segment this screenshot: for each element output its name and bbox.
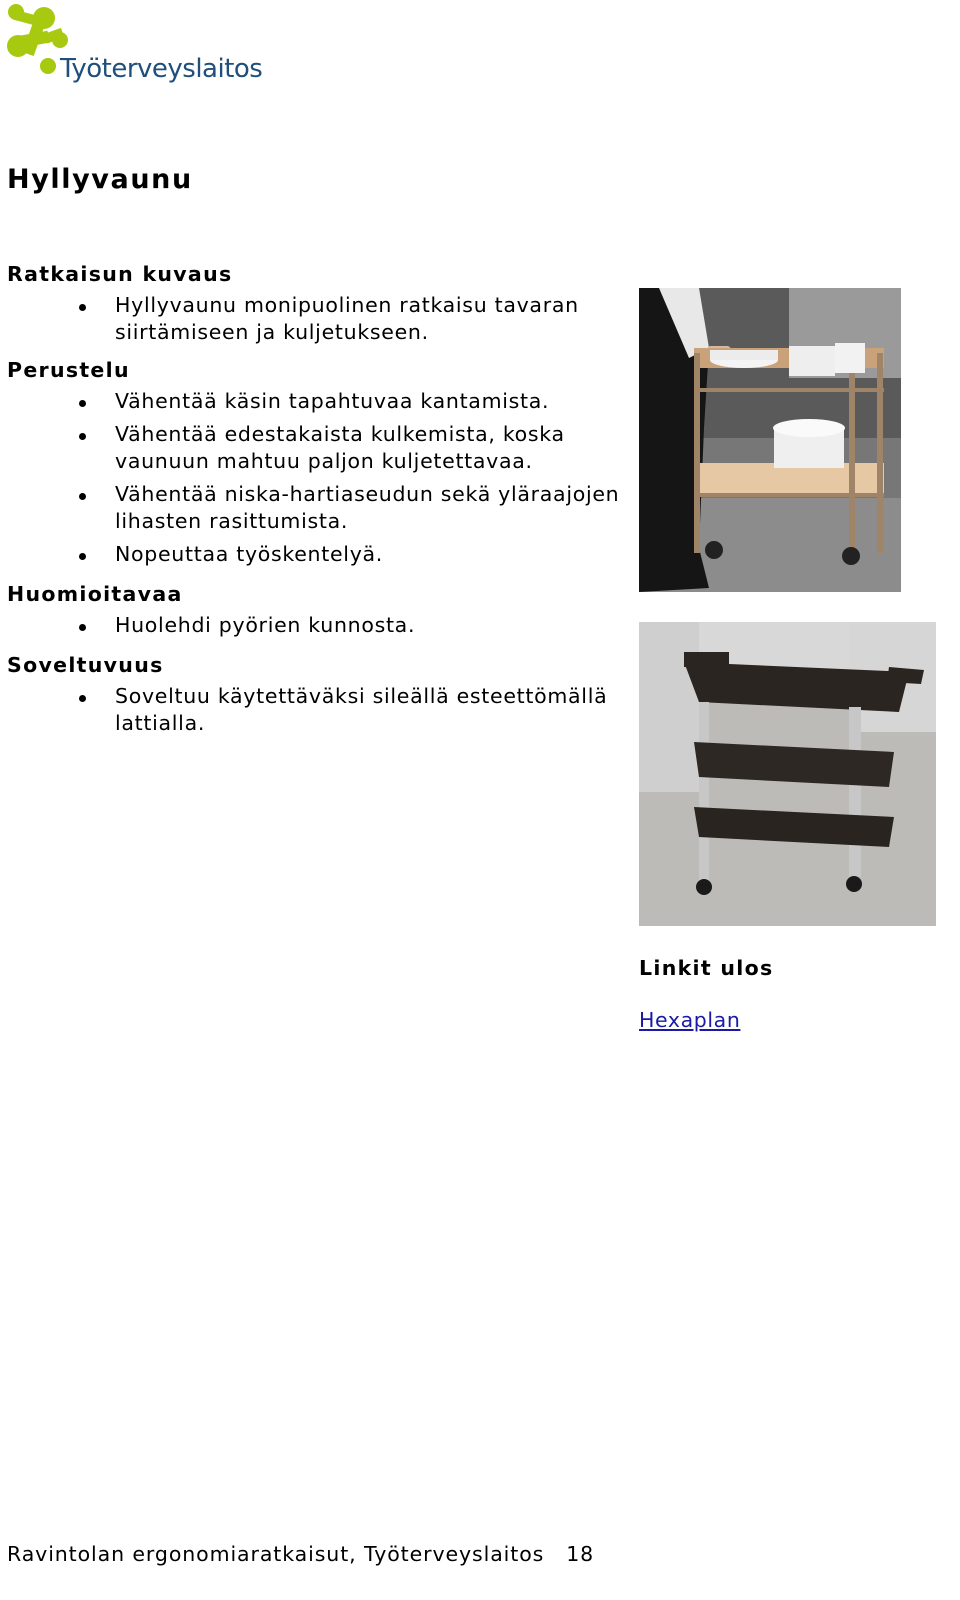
trolley-illustration-wooden: [639, 288, 901, 592]
trolley-photo-wooden: [639, 288, 901, 592]
bullet-icon: [79, 304, 86, 311]
logo: [4, 2, 274, 94]
section-huomioitavaa: [7, 582, 627, 639]
list-item: Hyllyvaunu monipuolinen ratkaisu tavaran siirtämiseen ja kuljetukseen.: [7, 292, 627, 346]
section-heading: Perustelu: [7, 358, 130, 382]
section-heading: Ratkaisun kuvaus: [7, 262, 233, 286]
bullet-list: [7, 292, 627, 346]
section-heading: Huomioitavaa: [7, 582, 183, 606]
section-soveltuvuus: [7, 653, 627, 737]
bullet-list: [7, 388, 627, 568]
logo-text: Työterveyslaitos: [60, 54, 263, 84]
bullet-list: [7, 683, 627, 737]
section-ratkaisun-kuvaus: [7, 262, 627, 346]
bullet-icon: [79, 400, 86, 407]
list-item: Huolehdi pyörien kunnosta.: [7, 612, 627, 639]
footer: [7, 1542, 594, 1566]
section-heading: Soveltuvuus: [7, 653, 164, 677]
links-heading: Linkit ulos: [639, 956, 774, 980]
section-perustelu: [7, 358, 627, 568]
list-item: Vähentää niska-hartiaseudun sekä yläraajojen lihasten rasittumista.: [7, 481, 627, 535]
list-item: Vähentää käsin tapahtuvaa kantamista.: [7, 388, 627, 415]
list-item: Vähentää edestakaista kulkemista, koska vaunuun mahtuu paljon kuljetettavaa.: [7, 421, 627, 475]
list-item: Nopeuttaa työskentelyä.: [7, 541, 627, 568]
trolley-illustration-plastic: [639, 622, 936, 926]
bullet-icon: [79, 695, 86, 702]
trolley-photo-plastic: [639, 622, 936, 926]
footer-text: Ravintolan ergonomiaratkaisut, Työterveyslaitos: [7, 1542, 545, 1566]
bullet-icon: [79, 493, 86, 500]
page-title: Hyllyvaunu: [7, 164, 193, 195]
bullet-icon: [79, 433, 86, 440]
bullet-list: [7, 612, 627, 639]
bullet-icon: [79, 624, 86, 631]
page-number: 18: [566, 1542, 595, 1566]
bullet-icon: [79, 553, 86, 560]
list-item: Soveltuu käytettäväksi sileällä esteettömällä lattialla.: [7, 683, 627, 737]
content: [7, 262, 627, 737]
hexaplan-link[interactable]: Hexaplan: [639, 1008, 741, 1032]
